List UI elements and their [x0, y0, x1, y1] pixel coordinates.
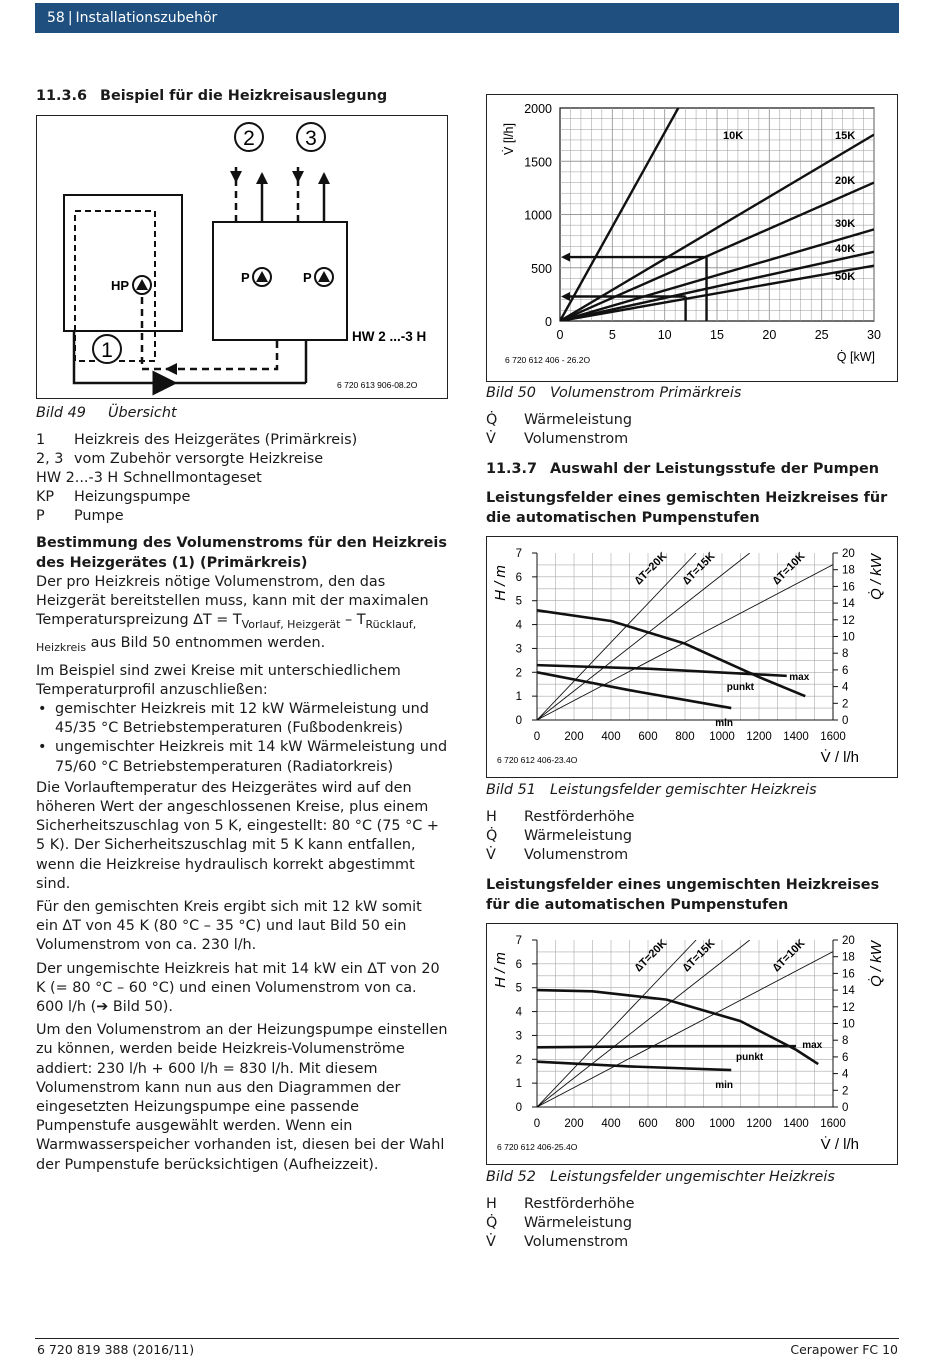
x-tick-label: 5: [608, 328, 616, 342]
legend-row: Q̇ Wärmeleistung: [486, 828, 633, 844]
svg-text:2: 2: [243, 127, 255, 150]
x-tick-label: 200: [564, 731, 584, 743]
legend-row: V̇ Volumenstrom: [486, 431, 629, 447]
bullet-item: • gemischter Heizkreis mit 12 kW Wärmeleistung und 45/35 °C Betriebstemperaturen (Fußbodenkreis): [36, 700, 448, 738]
y-tick-label: 4: [515, 1006, 522, 1019]
figure-52-legend: [486, 1195, 898, 1252]
legend-row: KP Heizungspumpe: [36, 489, 191, 505]
svg-text:P: P: [303, 270, 312, 285]
subheading-unmixed: Leistungsfelder eines ungemischten Heizkreises für die automatischen Pumpenstufen: [486, 877, 880, 913]
y-tick-label: 0: [515, 1102, 522, 1114]
x-tick-label: 400: [601, 731, 621, 743]
bullet-item: • ungemischter Heizkreis mit 14 kW Wärmeleistung und 75/60 °C Betriebstemperaturen (Radiatorkreis): [36, 738, 448, 776]
section-heading-1136: [36, 86, 448, 106]
y2-tick-label: 14: [842, 598, 855, 611]
pump-chart-unmixed: [487, 924, 897, 1164]
curve-label-punkt: punkt: [736, 1052, 764, 1064]
x-axis-label: V̇ / l/h: [820, 1136, 859, 1153]
x-tick-label: 800: [675, 1118, 695, 1130]
legend-row: H Restförderhöhe: [486, 1196, 635, 1212]
dt-label: ∆T=10K: [770, 937, 808, 975]
dt-label: ∆T=20K: [632, 550, 670, 588]
x-tick-label: 20: [762, 328, 777, 342]
y-tick-label: 5: [515, 595, 522, 608]
paragraph-2: Im Beispiel sind zwei Kreise mit unterschiedlichem Temperaturprofil anzuschließen:: [36, 662, 401, 698]
footer-doc-number: 6 720 819 388 (2016/11): [37, 1342, 195, 1357]
boiler-box: [64, 195, 182, 331]
y2-tick-label: 14: [842, 985, 855, 998]
bullet-list: [36, 700, 448, 777]
pump-hp-icon: [133, 276, 151, 294]
y2-tick-label: 4: [842, 681, 849, 694]
x-tick-label: 600: [638, 731, 658, 743]
y-axis-label: V̇ [l/h]: [502, 123, 516, 155]
y2-tick-label: 8: [842, 1035, 849, 1048]
x-tick-label: 30: [867, 328, 881, 342]
paragraph-4: Für den gemischten Kreis ergibt sich mit 12 kW somit ein ∆T von 45 K (80 °C – 35 °C) und laut Bild 50 ein Volumenstrom von ca. 230 l/h.: [36, 899, 422, 954]
x-axis-label: Q̇ [kW]: [836, 350, 875, 364]
x-tick-label: 200: [564, 1118, 584, 1130]
series-label-30K: 30K: [835, 218, 856, 230]
y-tick-label: 7: [515, 548, 522, 560]
page-number: 58: [47, 10, 65, 26]
svg-text:HP: HP: [111, 278, 130, 293]
y-tick-label: 1000: [524, 208, 552, 223]
x-tick-label: 1600: [820, 1118, 846, 1130]
y-axis-label: H / m: [492, 952, 509, 988]
y-axis-label: H / m: [492, 565, 509, 601]
figure-52-caption: Bild 52 Leistungsfelder ungemischter Heizkreis: [486, 1169, 835, 1185]
figure-49-overview: [36, 115, 448, 399]
series-label-15K: 15K: [835, 130, 856, 142]
y2-tick-label: 0: [842, 1102, 849, 1114]
legend-row: Q̇ Wärmeleistung: [486, 1215, 633, 1231]
y2-tick-label: 8: [842, 648, 849, 661]
y2-tick-label: 12: [842, 1001, 855, 1014]
section-number: 11.3.6: [36, 88, 87, 104]
x-tick-label: 1400: [783, 731, 809, 743]
bold-heading: Bestimmung des Volumenstroms für den Heizkreis des Heizgerätes (1) (Primärkreis): [36, 535, 447, 571]
y-tick-label: 500: [531, 261, 552, 276]
series-label-40K: 40K: [835, 243, 856, 255]
left-column: [36, 84, 448, 1179]
header-section: Installationszubehör: [75, 10, 218, 26]
y-tick-label: 6: [515, 571, 522, 584]
legend-row: HW 2...-3 H Schnellmontageset: [36, 470, 262, 486]
legend-row: P Pumpe: [36, 508, 124, 524]
figure-50-legend: [486, 411, 898, 449]
figure-51-legend: [486, 808, 898, 865]
y-tick-label: 1: [515, 691, 522, 704]
y2-tick-label: 12: [842, 614, 855, 627]
section-title: Beispiel für die Heizkreisauslegung: [100, 88, 388, 104]
y-tick-label: 3: [515, 643, 522, 656]
dt-label: ∆T=15K: [680, 937, 718, 975]
y-tick-label: 3: [515, 1030, 522, 1043]
overview-diagram: [37, 116, 447, 398]
paragraph-3: Die Vorlauftemperatur des Heizgerätes wird auf den höheren Wert der angeschlossenen Kreise, plus einem Sicherheitszuschlag von 5 K, eingestellt: 80 °C (75 °C + 5 K). Der Sicherheitszuschlag mit 5 K kann entfallen, wenn die Heizkreise hydraulisch korrekt abgestimmt sind.: [36, 779, 439, 892]
pump-chart-mixed: [487, 537, 897, 777]
y2-tick-label: 18: [842, 564, 855, 577]
x-tick-label: 1000: [709, 1118, 735, 1130]
y-tick-label: 2: [515, 1054, 522, 1067]
body-text: [36, 534, 448, 1175]
header-separator: |: [67, 10, 73, 26]
y2-tick-label: 10: [842, 1018, 855, 1031]
svg-text:6 720 613 906-08.2O: 6 720 613 906-08.2O: [337, 380, 418, 390]
paragraph-6: Um den Volumenstrom an der Heizungspumpe einstellen zu können, werden beide Heizkreis-Volumenströme addiert: 230 l/h + 600 l/h = 830 l/h. Mit diesem Volumenstrom kann nun aus den Diagrammen der eingesetzten Heizungspumpe eine passende Pumpenstufe ausgewählt werden. Wenn ein Warmwasserspeicher vorhanden ist, diesen bei der Wahl der Pumpenstufe berücksichtigen (Aufheizzeit).: [36, 1022, 448, 1173]
svg-text:HW 2 ...-3 H: HW 2 ...-3 H: [352, 329, 427, 344]
subheading-mixed: Leistungsfelder eines gemischten Heizkreises für die automatischen Pumpenstufen: [486, 490, 888, 526]
y2-tick-label: 6: [842, 1051, 849, 1064]
y2-axis-label: Q̇ / kW: [868, 554, 885, 600]
series-label-50K: 50K: [835, 271, 856, 283]
footer-product: Cerapower FC 10: [790, 1342, 898, 1357]
figure-51-chart: [486, 536, 898, 778]
curve-label-max: max: [802, 1040, 823, 1052]
paragraph-1: Der pro Heizkreis nötige Volumenstrom, den das Heizgerät bereitstellen muss, kann mit der maximalen Temperaturspreizung $\Delta T = T_{Vorlauf, Heizgerät} - T_{Rücklauf, Heizkreis}$ aus Bild 50 entnommen werden.: [36, 574, 429, 655]
curve-label-min: min: [715, 1080, 734, 1092]
y2-tick-label: 16: [842, 581, 855, 594]
page-header: [35, 3, 899, 33]
y-tick-label: 7: [515, 935, 522, 947]
series-label-20K: 20K: [835, 175, 856, 187]
section-heading-1137: 11.3.7 Auswahl der Leistungsstufe der Pumpen: [486, 461, 879, 477]
x-tick-label: 800: [675, 731, 695, 743]
y2-axis-label: Q̇ / kW: [868, 941, 885, 987]
x-tick-label: 25: [814, 328, 829, 342]
y2-tick-label: 16: [842, 968, 855, 981]
x-tick-label: 10: [657, 328, 672, 342]
figure-52-chart: [486, 923, 898, 1165]
y2-tick-label: 2: [842, 698, 849, 711]
series-label-10K: 10K: [723, 130, 744, 142]
figure-code: 6 720 612 406-23.4O: [497, 755, 578, 765]
y2-tick-label: 10: [842, 631, 855, 644]
legend-row: 2, 3 vom Zubehör versorgte Heizkreise: [36, 451, 324, 467]
dt-label: ∆T=10K: [770, 550, 808, 588]
footer-rule: [35, 1338, 899, 1339]
legend-row: 1 Heizkreis des Heizgerätes (Primärkreis): [36, 432, 358, 448]
figure-50-caption: Bild 50 Volumenstrom Primärkreis: [486, 385, 742, 401]
y-tick-label: 5: [515, 982, 522, 995]
x-tick-label: 15: [710, 328, 724, 342]
x-tick-label: 0: [533, 1118, 541, 1130]
figure-49-legend: [36, 431, 448, 526]
figure-code: 6 720 612 406-25.4O: [497, 1142, 578, 1152]
curve-label-punkt: punkt: [726, 681, 754, 693]
y-tick-label: 0: [515, 715, 522, 727]
paragraph-5: Der ungemischte Heizkreis hat mit 14 kW ein ∆T von 20 K (= 80 °C – 60 °C) und einen Volumenstrom von ca. 600 l/h (➔ Bild 50).: [36, 960, 440, 1016]
x-tick-label: 0: [533, 731, 541, 743]
svg-text:3: 3: [305, 127, 317, 150]
legend-row: V̇ Volumenstrom: [486, 847, 629, 863]
y-tick-label: 2: [515, 667, 522, 680]
x-tick-label: 1600: [820, 731, 846, 743]
y2-tick-label: 20: [842, 548, 855, 560]
legend-row: V̇ Volumenstrom: [486, 1234, 629, 1250]
curve-label-min: min: [715, 718, 734, 730]
x-tick-label: 1400: [783, 1118, 809, 1130]
y-tick-label: 1500: [524, 155, 552, 170]
y2-tick-label: 20: [842, 935, 855, 947]
svg-text:P: P: [241, 270, 250, 285]
legend-row: Q̇ Wärmeleistung: [486, 412, 633, 428]
y-tick-label: 6: [515, 958, 522, 971]
y2-tick-label: 0: [842, 715, 849, 727]
figure-51-caption: Bild 51 Leistungsfelder gemischter Heizkreis: [486, 782, 817, 798]
figure-49-caption: Bild 49 Übersicht: [36, 405, 177, 421]
x-tick-label: 600: [638, 1118, 658, 1130]
volume-flow-chart: [487, 95, 897, 381]
dt-label: ∆T=15K: [680, 550, 718, 588]
y-tick-label: 2000: [524, 102, 552, 116]
y-tick-label: 1: [515, 1078, 522, 1091]
curve-label-max: max: [789, 672, 810, 684]
x-tick-label: 1200: [746, 1118, 772, 1130]
x-axis-label: V̇ / l/h: [820, 749, 859, 766]
y-tick-label: 4: [515, 619, 522, 632]
figure-code: 6 720 612 406 - 26.2O: [505, 355, 591, 365]
y2-tick-label: 18: [842, 951, 855, 964]
x-tick-label: 0: [556, 328, 564, 342]
y2-tick-label: 2: [842, 1085, 849, 1098]
svg-text:1: 1: [101, 339, 113, 362]
x-tick-label: 400: [601, 1118, 621, 1130]
x-tick-label: 1200: [746, 731, 772, 743]
y2-tick-label: 6: [842, 664, 849, 677]
figure-50-chart: [486, 94, 898, 382]
pump-p1-icon: [253, 268, 271, 286]
y2-tick-label: 4: [842, 1068, 849, 1081]
legend-row: H Restförderhöhe: [486, 809, 635, 825]
x-tick-label: 1000: [709, 731, 735, 743]
right-column: [486, 94, 898, 1252]
pump-p2-icon: [315, 268, 333, 286]
series-line-punkt: [537, 1046, 796, 1047]
dt-label: ∆T=20K: [632, 937, 670, 975]
y-tick-label: 0: [545, 315, 552, 329]
